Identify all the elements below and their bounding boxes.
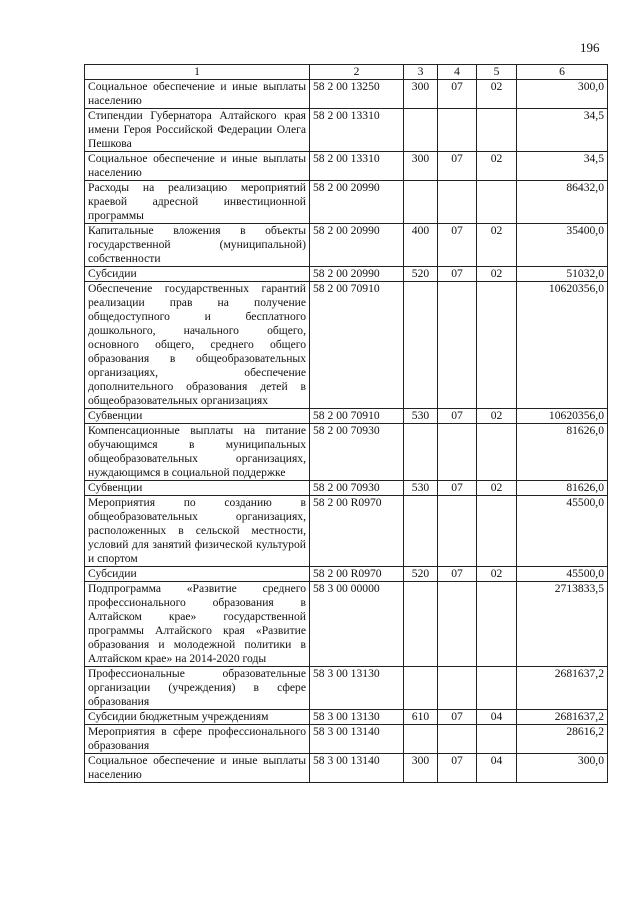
name-cell: Обеспечение государственных гарантий реализации прав на получение общедоступного и бесплатного дошкольного, начального общего, основного общего, среднего общего образования в общеобразовательных организациях, обеспечение дополнительного образования детей в общеобразовательных организациях <box>85 282 310 409</box>
code-cell: 58 2 00 13310 <box>310 152 404 181</box>
table-row <box>85 409 608 424</box>
name-cell: Субсидии <box>85 267 310 282</box>
pr-cell <box>477 109 517 152</box>
sum-cell: 2681637,2 <box>517 667 608 710</box>
rz-cell <box>438 725 477 754</box>
rz-cell: 07 <box>438 152 477 181</box>
name-cell: Социальное обеспечение и иные выплаты населению <box>85 152 310 181</box>
name-cell: Субвенции <box>85 409 310 424</box>
name-cell: Мероприятия по созданию в общеобразовательных организациях, расположенных в сельской местности, условий для занятий физической культурой и спортом <box>85 496 310 567</box>
sum-cell: 10620356,0 <box>517 282 608 409</box>
header-cell-code: 2 <box>310 65 404 80</box>
sum-cell: 2713833,5 <box>517 582 608 667</box>
name-cell: Профессиональные образовательные организации (учреждения) в сфере образования <box>85 667 310 710</box>
sum-cell: 34,5 <box>517 152 608 181</box>
vr-cell: 300 <box>404 152 438 181</box>
rz-cell: 07 <box>438 267 477 282</box>
vr-cell <box>404 109 438 152</box>
table-row <box>85 267 608 282</box>
code-cell: 58 2 00 70910 <box>310 282 404 409</box>
code-cell: 58 2 00 R0970 <box>310 567 404 582</box>
pr-cell: 02 <box>477 567 517 582</box>
code-cell: 58 3 00 00000 <box>310 582 404 667</box>
sum-cell: 35400,0 <box>517 224 608 267</box>
name-cell: Мероприятия в сфере профессионального образования <box>85 725 310 754</box>
code-cell: 58 2 00 70910 <box>310 409 404 424</box>
vr-cell <box>404 667 438 710</box>
rz-cell: 07 <box>438 754 477 783</box>
pr-cell <box>477 582 517 667</box>
pr-cell <box>477 667 517 710</box>
vr-cell <box>404 725 438 754</box>
code-cell: 58 3 00 13130 <box>310 710 404 725</box>
table-row <box>85 582 608 667</box>
rz-cell: 07 <box>438 567 477 582</box>
rz-cell: 07 <box>438 481 477 496</box>
pr-cell <box>477 424 517 481</box>
sum-cell: 51032,0 <box>517 267 608 282</box>
sum-cell: 34,5 <box>517 109 608 152</box>
rz-cell <box>438 424 477 481</box>
table-row <box>85 481 608 496</box>
pr-cell <box>477 496 517 567</box>
rz-cell: 07 <box>438 710 477 725</box>
pr-cell <box>477 282 517 409</box>
table-row <box>85 424 608 481</box>
table-row <box>85 710 608 725</box>
header-cell-name: 1 <box>85 65 310 80</box>
table-row <box>85 80 608 109</box>
table-row <box>85 725 608 754</box>
name-cell: Субсидии <box>85 567 310 582</box>
name-cell: Расходы на реализацию мероприятий краевой адресной инвестиционной программы <box>85 181 310 224</box>
rz-cell <box>438 582 477 667</box>
vr-cell: 610 <box>404 710 438 725</box>
name-cell: Капитальные вложения в объекты государственной (муниципальной) собственности <box>85 224 310 267</box>
rz-cell: 07 <box>438 224 477 267</box>
pr-cell: 04 <box>477 710 517 725</box>
code-cell: 58 2 00 20990 <box>310 181 404 224</box>
vr-cell: 300 <box>404 80 438 109</box>
page-number: 196 <box>580 40 600 55</box>
table-row <box>85 109 608 152</box>
code-cell: 58 2 00 70930 <box>310 424 404 481</box>
pr-cell: 02 <box>477 481 517 496</box>
rz-cell <box>438 282 477 409</box>
vr-cell: 530 <box>404 481 438 496</box>
name-cell: Субсидии бюджетным учреждениям <box>85 710 310 725</box>
header-cell-rz: 4 <box>438 65 477 80</box>
rz-cell: 07 <box>438 409 477 424</box>
name-cell: Подпрограмма «Развитие среднего профессионального образования в Алтайском крае» государственной программы Алтайского края «Развитие образования и молодежной политики в Алтайском крае» на 2014-2020 годы <box>85 582 310 667</box>
table-row <box>85 152 608 181</box>
pr-cell <box>477 725 517 754</box>
name-cell: Компенсационные выплаты на питание обучающимся в муниципальных общеобразовательных организациях, нуждающимся в социальной поддержке <box>85 424 310 481</box>
pr-cell: 04 <box>477 754 517 783</box>
table-row <box>85 567 608 582</box>
code-cell: 58 3 00 13140 <box>310 754 404 783</box>
code-cell: 58 3 00 13140 <box>310 725 404 754</box>
budget-table <box>84 64 608 783</box>
code-cell: 58 2 00 20990 <box>310 267 404 282</box>
vr-cell <box>404 582 438 667</box>
rz-cell <box>438 667 477 710</box>
vr-cell: 530 <box>404 409 438 424</box>
pr-cell <box>477 181 517 224</box>
pr-cell: 02 <box>477 224 517 267</box>
pr-cell: 02 <box>477 409 517 424</box>
code-cell: 58 2 00 13250 <box>310 80 404 109</box>
pr-cell: 02 <box>477 267 517 282</box>
table-row <box>85 496 608 567</box>
vr-cell <box>404 424 438 481</box>
header-cell-pr: 5 <box>477 65 517 80</box>
name-cell: Субвенции <box>85 481 310 496</box>
sum-cell: 81626,0 <box>517 424 608 481</box>
table-row <box>85 754 608 783</box>
rz-cell <box>438 109 477 152</box>
vr-cell <box>404 282 438 409</box>
sum-cell: 81626,0 <box>517 481 608 496</box>
sum-cell: 300,0 <box>517 754 608 783</box>
pr-cell: 02 <box>477 152 517 181</box>
vr-cell: 520 <box>404 267 438 282</box>
vr-cell: 300 <box>404 754 438 783</box>
vr-cell <box>404 181 438 224</box>
table-row <box>85 181 608 224</box>
code-cell: 58 2 00 70930 <box>310 481 404 496</box>
sum-cell: 28616,2 <box>517 725 608 754</box>
vr-cell: 400 <box>404 224 438 267</box>
code-cell: 58 2 00 13310 <box>310 109 404 152</box>
rz-cell <box>438 496 477 567</box>
sum-cell: 10620356,0 <box>517 409 608 424</box>
code-cell: 58 3 00 13130 <box>310 667 404 710</box>
table-row <box>85 224 608 267</box>
header-cell-sum: 6 <box>517 65 608 80</box>
code-cell: 58 2 00 20990 <box>310 224 404 267</box>
sum-cell: 300,0 <box>517 80 608 109</box>
pr-cell: 02 <box>477 80 517 109</box>
rz-cell <box>438 181 477 224</box>
name-cell: Стипендии Губернатора Алтайского края имени Героя Российской Федерации Олега Пешкова <box>85 109 310 152</box>
name-cell: Социальное обеспечение и иные выплаты населению <box>85 754 310 783</box>
sum-cell: 45500,0 <box>517 496 608 567</box>
header-row <box>85 65 608 80</box>
table-row <box>85 282 608 409</box>
sum-cell: 45500,0 <box>517 567 608 582</box>
code-cell: 58 2 00 R0970 <box>310 496 404 567</box>
sum-cell: 2681637,2 <box>517 710 608 725</box>
name-cell: Социальное обеспечение и иные выплаты населению <box>85 80 310 109</box>
header-cell-vr: 3 <box>404 65 438 80</box>
vr-cell: 520 <box>404 567 438 582</box>
table-row <box>85 667 608 710</box>
vr-cell <box>404 496 438 567</box>
rz-cell: 07 <box>438 80 477 109</box>
sum-cell: 86432,0 <box>517 181 608 224</box>
